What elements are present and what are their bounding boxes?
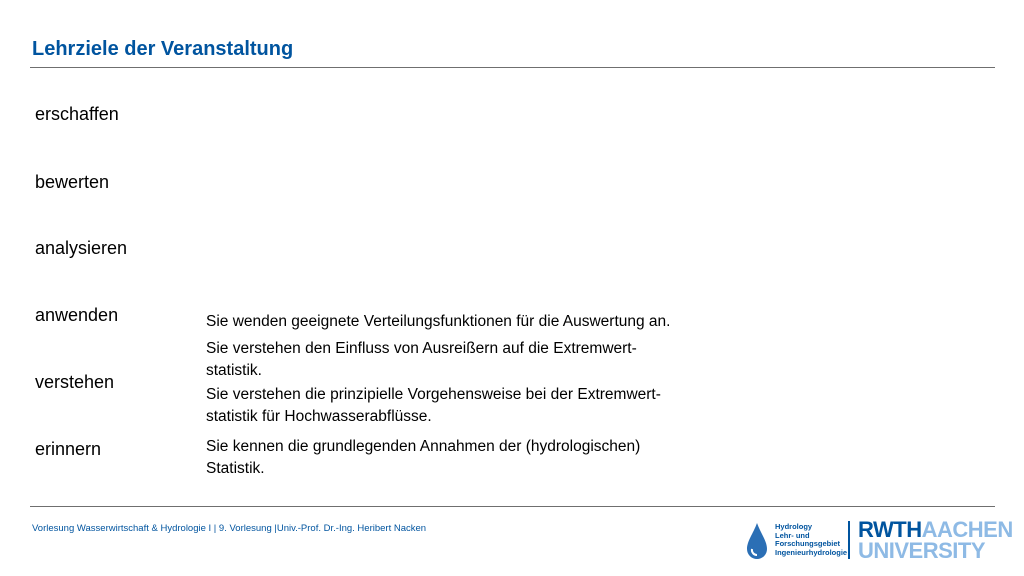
- title-divider: [30, 67, 995, 68]
- rwth-logo: [858, 519, 1013, 561]
- slide-title: Lehrziele der Veranstaltung: [32, 38, 294, 60]
- level-verstehen: verstehen: [35, 372, 115, 392]
- goal-anwenden: Sie wenden geeignete Verteilungsfunktionen für die Auswertung an.: [206, 313, 671, 330]
- rwth-logo-aachen: AACHEN: [921, 517, 1013, 542]
- level-analysieren: analysieren: [35, 238, 128, 258]
- footer-text: Vorlesung Wasserwirtschaft & Hydrologie I | 9. Vorlesung |Univ.-Prof. Dr.-Ing. Heribert Nacken: [32, 523, 427, 534]
- rwth-logo-rwth: RWTH: [858, 517, 922, 542]
- rwth-logo-university: UNIVERSITY: [858, 538, 986, 563]
- institute-logo: [745, 520, 848, 562]
- level-anwenden: anwenden: [35, 305, 119, 325]
- water-drop-icon: [745, 522, 769, 560]
- goal-verstehen-1: Sie verstehen den Einfluss von Ausreißern auf die Extremwert- statistik.: [206, 340, 637, 379]
- level-erschaffen: erschaffen: [35, 104, 119, 124]
- level-bewerten: bewerten: [35, 172, 110, 192]
- footer-divider: [30, 506, 995, 507]
- level-erinnern: erinnern: [35, 439, 102, 459]
- goal-verstehen-2: Sie verstehen die prinzipielle Vorgehensweise bei der Extremwert- statistik für Hochwasserabflüsse.: [206, 386, 661, 425]
- logo-separator: [848, 521, 850, 559]
- goal-erinnern: Sie kennen die grundlegenden Annahmen der (hydrologischen) Statistik.: [206, 438, 641, 477]
- institute-logo-text: Hydrology Lehr- und Forschungsgebiet Ingenieurhydrologie: [775, 522, 848, 557]
